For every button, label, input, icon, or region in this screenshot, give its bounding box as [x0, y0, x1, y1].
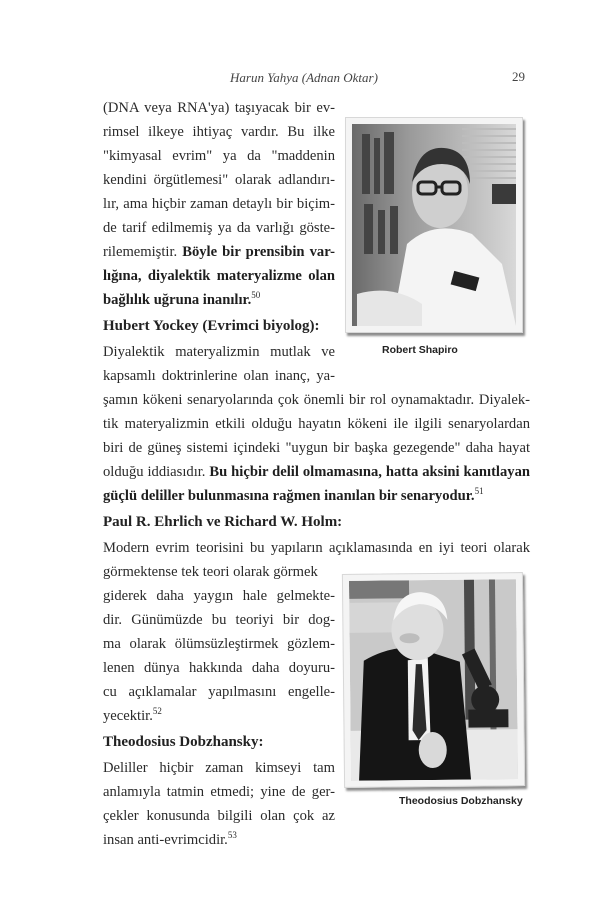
heading-yockey: Hubert Yockey (Evrimci biyolog):	[103, 318, 320, 334]
intro-line-3: "kimyasal evrim" ya da "maddenin	[103, 148, 335, 164]
yockey-line-6	[103, 462, 530, 482]
intro-line-5: lır, ama hiçbir zaman detaylı bir biçim-	[103, 196, 335, 212]
intro-line-6: de tarif edilmemiş ya da varlığı göste-	[103, 220, 335, 236]
running-title: Harun Yahya (Adnan Oktar)	[230, 70, 378, 85]
figure-theodosius-dobzhansky	[342, 572, 525, 788]
ehrlich-line-8	[103, 706, 162, 726]
dobzhansky-line-4	[103, 830, 237, 850]
yockey-line-3: şamın kökeni senaryolarında çok önemli bir rol oynamaktadır. Diyalek-	[103, 392, 530, 408]
caption-robert-shapiro: Robert Shapiro	[382, 344, 458, 356]
intro-line-7-bold: Böyle bir prensibin var-	[182, 244, 335, 260]
dobzhansky-line-1: Deliller hiçbir zaman kimseyi tam	[103, 760, 335, 776]
ehrlich-line-7: cu açıklamalar yapılmasını engelle-	[103, 684, 335, 700]
ehrlich-line-2: görmektense tek teori olarak görmek	[103, 564, 318, 580]
portrait-image-icon	[352, 124, 516, 326]
intro-line-7-normal: rilememiştir.	[103, 244, 183, 260]
ehrlich-line-6: lenen dünya hakkında daha doyuru-	[103, 660, 335, 676]
figure-robert-shapiro	[345, 117, 523, 333]
ehrlich-line-1: Modern evrim teorisini bu yapıların açıklamasında en iyi teori olarak	[103, 540, 530, 556]
yockey-line-6-bold: Bu hiçbir delil olmamasına, hatta aksini kanıtlayan	[209, 464, 530, 480]
photo-theodosius-dobzhansky	[349, 579, 518, 781]
intro-line-7	[103, 242, 335, 262]
yockey-line-6-normal: olduğu iddiasıdır.	[103, 464, 210, 480]
ehrlich-line-8-text: yecektir.	[103, 708, 153, 724]
ehrlich-line-5: ma olarak ölümsüzleştirmek gözlem-	[103, 636, 335, 652]
intro-line-8	[103, 266, 335, 286]
intro-line-4: kendini örgütlemesi" olarak adlandırı-	[103, 172, 335, 188]
yockey-line-7-bold: güçlü deliller bulunmasına rağmen inanılan bir senaryodur.	[103, 488, 475, 504]
intro-line-9-bold: bağlılık uğruna inanılır.	[103, 292, 252, 308]
ehrlich-line-3: giderek daha yaygın hale gelmekte-	[103, 588, 335, 604]
dobzhansky-line-3: çekler konusunda bilgili olan çok az	[103, 808, 335, 824]
intro-line-9	[103, 290, 260, 310]
yockey-line-4: tik materyalizmin etkili olduğu hayatın kökeni ile ilgili senaryolardan	[103, 416, 530, 432]
heading-ehrlich-holm: Paul R. Ehrlich ve Richard W. Holm:	[103, 514, 343, 530]
dobzhansky-line-2: anlamıyla tatmin etmedi; yine de ger-	[103, 784, 335, 800]
intro-line-1: (DNA veya RNA'ya) taşıyacak bir ev-	[103, 100, 335, 116]
caption-theodosius-dobzhansky: Theodosius Dobzhansky	[399, 795, 523, 807]
page-number: 29	[512, 69, 525, 84]
portrait-image-icon	[349, 579, 518, 781]
yockey-line-7	[103, 486, 484, 506]
intro-line-8-bold: lığına, diyalektik materyalizme olan	[103, 268, 335, 284]
footnote-ref-52: 52	[152, 706, 162, 716]
heading-dobzhansky: Theodosius Dobzhansky:	[103, 734, 264, 750]
footnote-ref-51: 51	[474, 486, 484, 496]
intro-line-2: rimsel ilkeye ihtiyaç vardır. Bu ilke	[103, 124, 335, 140]
yockey-line-2: kapsamlı doktrinlerine olan inanç, ya-	[103, 368, 335, 384]
footnote-ref-53: 53	[227, 830, 237, 840]
photo-robert-shapiro	[352, 124, 516, 326]
yockey-line-1: Diyalektik materyalizmin mutlak ve	[103, 344, 335, 360]
dobzhansky-line-4-text: insan anti-evrimcidir.	[103, 832, 228, 848]
ehrlich-line-4: dir. Günümüzde bu teoriyi bir dog-	[103, 612, 335, 628]
yockey-line-5: biri de güneş sistemi içindeki "uygun bir başka gezegende" daha hayat	[103, 440, 530, 456]
footnote-ref-50: 50	[251, 290, 261, 300]
